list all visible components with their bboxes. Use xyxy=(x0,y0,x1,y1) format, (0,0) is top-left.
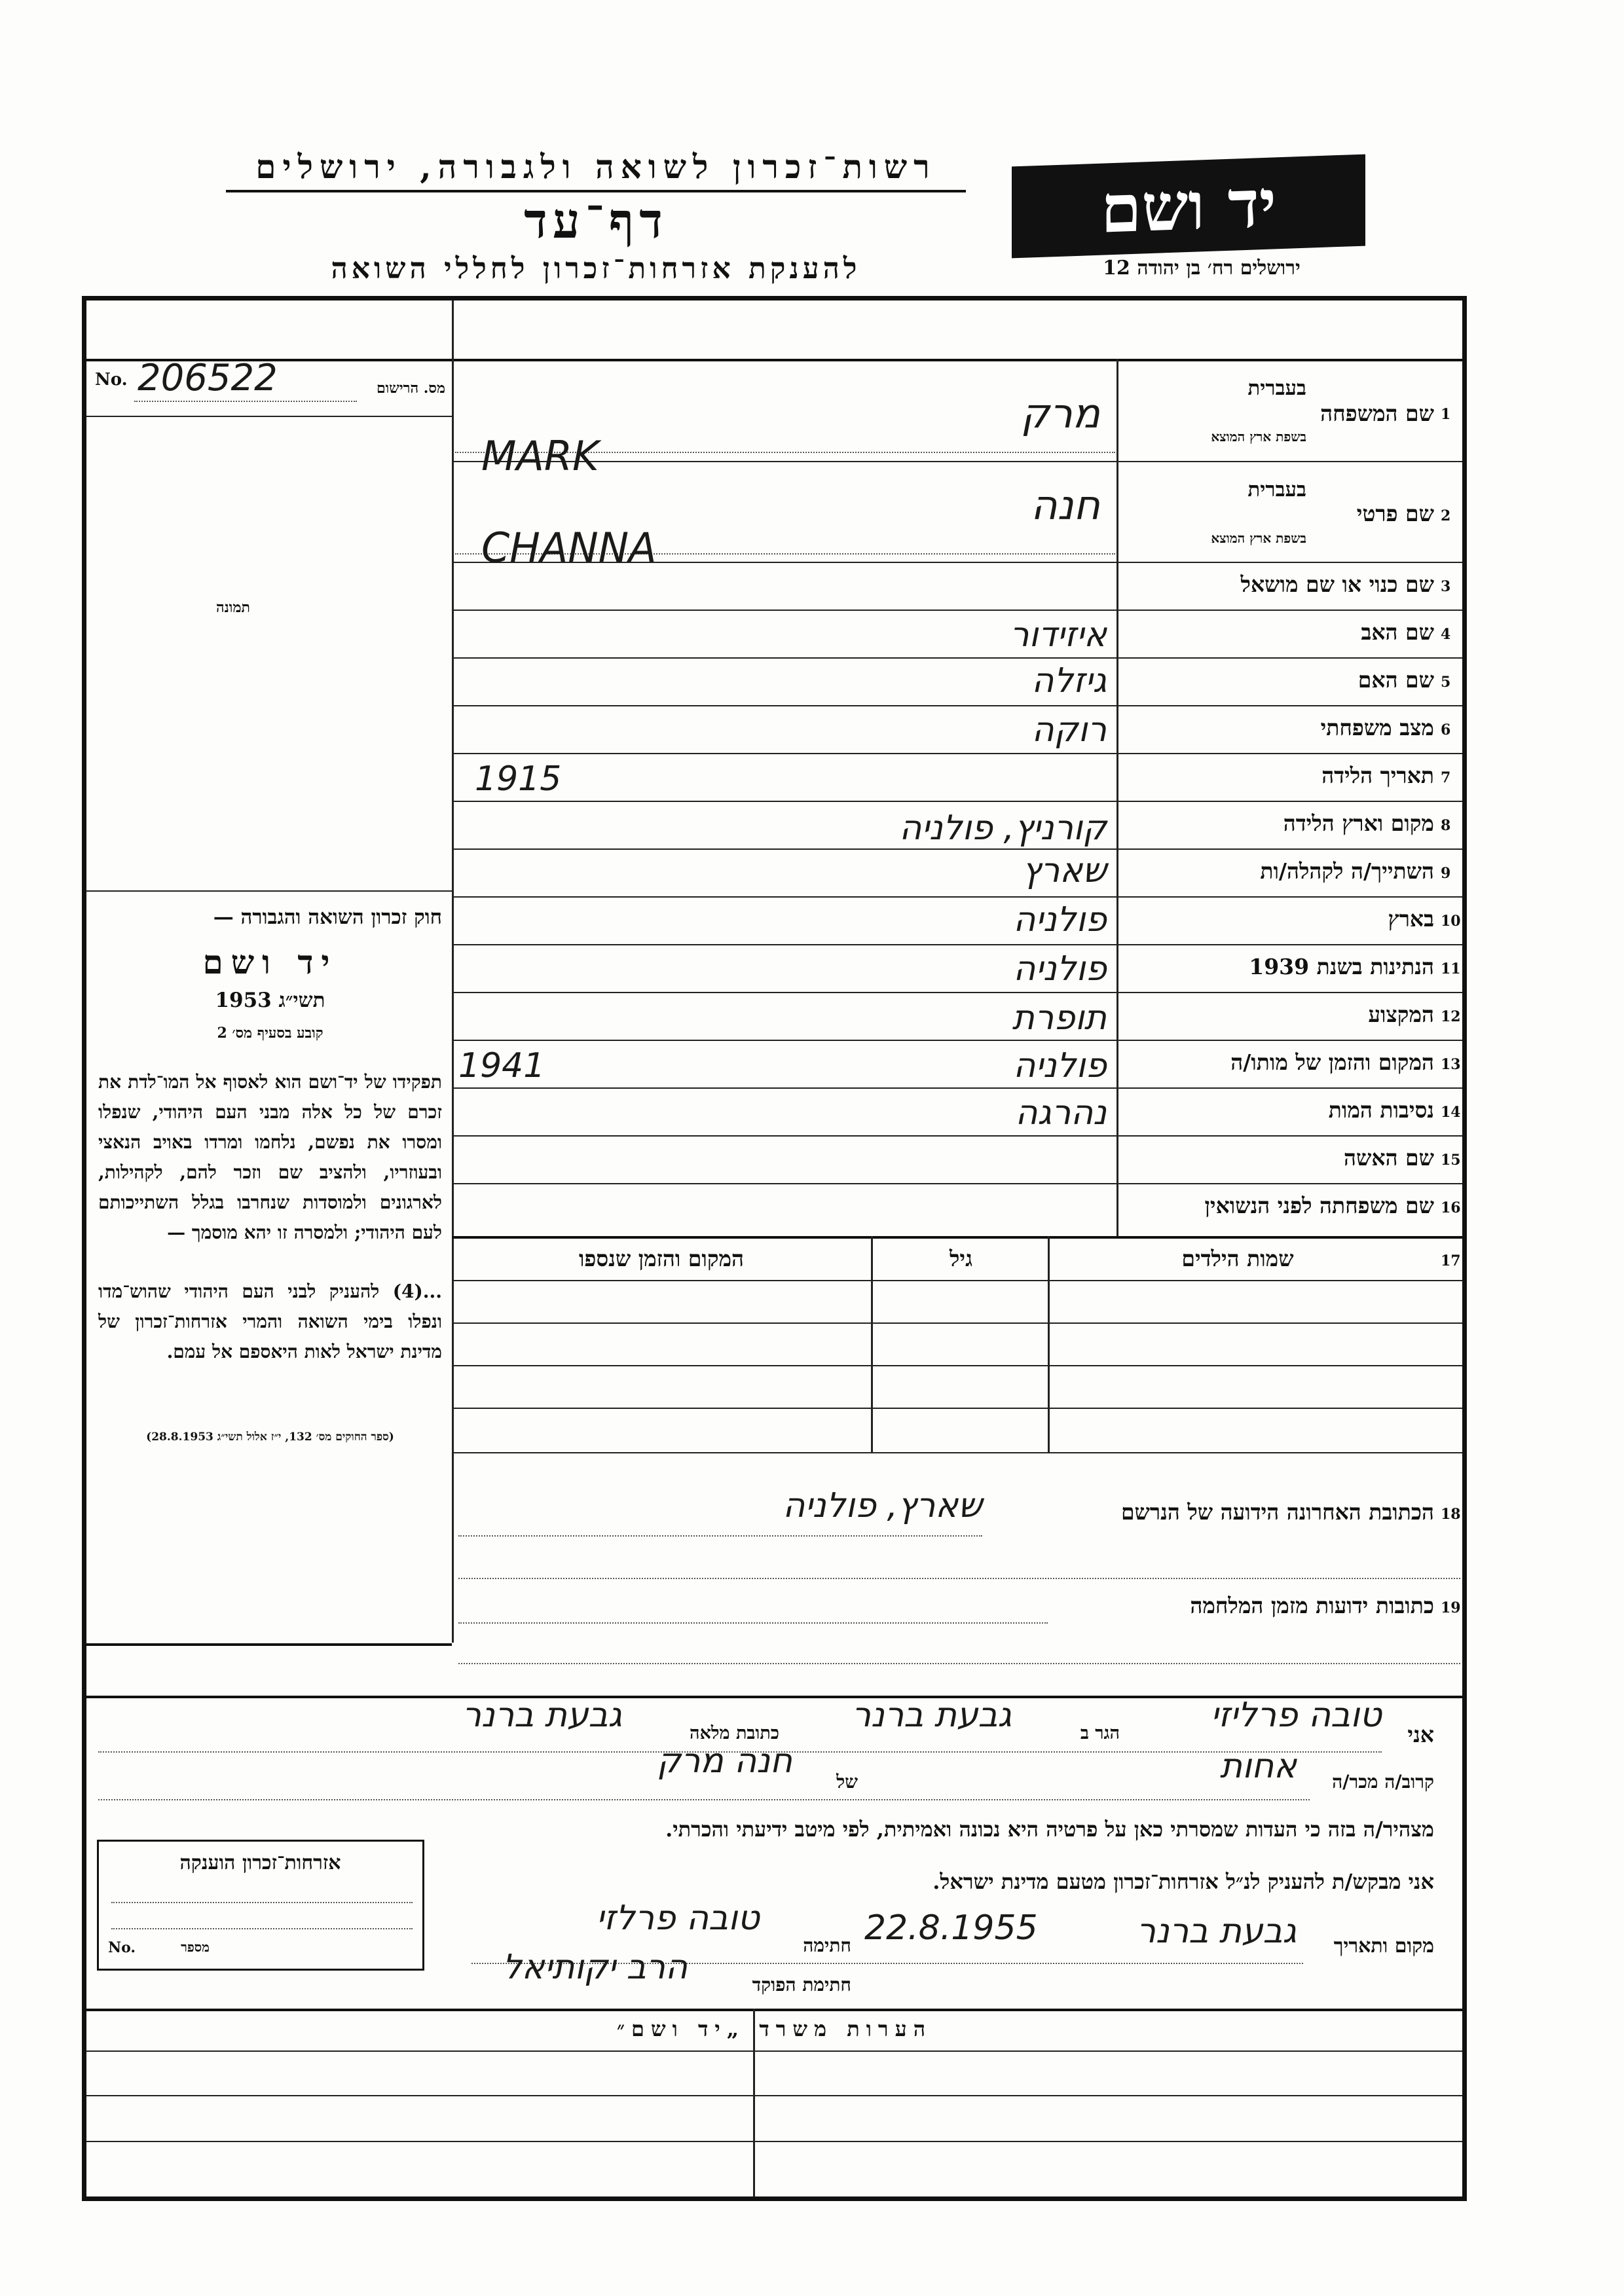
full-address-label: כתובת מלאה xyxy=(690,1723,779,1743)
children-col-divider-2 xyxy=(1048,1236,1050,1452)
office-notes-line-2 xyxy=(86,2095,1462,2096)
full-address-value: גבעת ברנר xyxy=(462,1696,622,1735)
children-number: 17 xyxy=(1441,1252,1461,1269)
field-1-hebrew-value: מרק xyxy=(1020,390,1100,437)
date-value: 22.8.1955 xyxy=(864,1908,1038,1948)
signature-value: טובה פרלזי xyxy=(596,1899,760,1938)
institution-address: ירושלים רח׳ בן יהודה 12 xyxy=(1103,257,1301,280)
field-4-label: שם האב xyxy=(1361,619,1434,645)
field-1-number: 1 xyxy=(1441,406,1451,423)
declarant-dotted-line-2 xyxy=(98,1799,1310,1800)
registration-no-label: No. xyxy=(95,370,128,390)
law-text-1: תפקידו של יד־ושם הוא לאסוף אל המו־לדת את זכרם של כל אלה מבני העם היהודי, שנפלו ומסרו את נפשם, נלחמו ומרדו באויב הנאצי ובעוזריו, ולהציב שם וזכר להם, לקהילות, לארגונים ולמוסדות שנחרבו בגלל השתייכותם לעם היהודי; ולמסרה זו יהא מוסמך — xyxy=(98,1071,442,1243)
label-column-divider xyxy=(1116,359,1118,1236)
field-5-number: 5 xyxy=(1441,674,1451,691)
field-14-value: נהרגה xyxy=(1015,1093,1107,1133)
field-11-number: 11 xyxy=(1441,960,1461,977)
field-16-label: שם משפחתה לפני הנשואין xyxy=(1204,1193,1434,1218)
officer-signature-label: חתימת הפוקד xyxy=(752,1974,851,1995)
war-addresses-line-2 xyxy=(458,1663,1460,1664)
field-8-label: מקום וארץ הלידה xyxy=(1283,811,1434,836)
field-12-line xyxy=(452,1040,1462,1041)
field-7-number: 7 xyxy=(1441,769,1451,786)
field-11-value: פולניה xyxy=(1013,949,1107,989)
form-subtitle: להענקת אזרחות־זכרון לחללי השואה xyxy=(331,252,861,285)
field-13-label: המקום והזמן של מותו/ה xyxy=(1230,1049,1434,1075)
office-notes-line-3 xyxy=(86,2141,1462,2142)
yad-vashem-logo: יד ושם xyxy=(1012,155,1365,259)
field-8-value: קורניץ, פולניה xyxy=(899,809,1107,848)
field-7-line xyxy=(452,801,1462,802)
citizenship-no-label: No. xyxy=(108,1939,136,1956)
field-15-number: 15 xyxy=(1441,1152,1461,1169)
field-6-value: רוקה xyxy=(1031,710,1107,750)
field-13-number: 13 xyxy=(1441,1056,1461,1073)
last-address-label: הכתובת האחרונה הידועה של הנרשם xyxy=(1120,1499,1434,1525)
field-14-label: נסיבות המות xyxy=(1328,1097,1434,1123)
last-address-line-1 xyxy=(458,1535,982,1537)
field-6-line xyxy=(452,753,1462,754)
field-10-line xyxy=(452,944,1462,945)
children-col-place: המקום והזמן שנספו xyxy=(578,1246,745,1271)
resides-value: גבעת ברנר xyxy=(851,1696,1012,1735)
declaration-statement-1: מצהיר/ה בזה כי העדות שמסרתי כאן על פרטיה היא נכונה ואמיתית, לפי מיטב ידיעתי והכרתי. xyxy=(665,1817,1434,1842)
field-6-number: 6 xyxy=(1441,721,1451,738)
field-8-line xyxy=(452,848,1462,850)
photo-placeholder: תמונה xyxy=(216,599,250,616)
field-4-number: 4 xyxy=(1441,626,1451,643)
declarant-i-label: אני xyxy=(1407,1722,1434,1747)
officer-signature-value: הרב יקותיאל xyxy=(502,1948,688,1987)
registration-underline xyxy=(86,416,452,417)
form-title: דף־עד xyxy=(524,193,668,249)
place-date-label: מקום ותאריך xyxy=(1333,1935,1434,1958)
law-name: יד ושם xyxy=(202,943,338,981)
field-11-line xyxy=(452,992,1462,993)
field-12-number: 12 xyxy=(1441,1008,1461,1025)
citizenship-box-line-1 xyxy=(111,1902,413,1903)
law-reference: קובע בסעיף מס׳ 2 xyxy=(217,1025,323,1042)
field-5-line xyxy=(452,705,1462,706)
field-3-label: שם כנוי או שם מושאל xyxy=(1240,572,1434,597)
war-addresses-number: 19 xyxy=(1441,1599,1461,1616)
registration-dotted-line xyxy=(134,401,357,402)
children-row-line-3 xyxy=(452,1408,1462,1409)
of-value: חנה מרק xyxy=(657,1741,792,1781)
registration-number: 206522 xyxy=(138,357,278,399)
header-underline xyxy=(226,190,966,192)
field-1-in-hebrew: בעברית xyxy=(1247,376,1306,400)
children-row-line-1 xyxy=(452,1322,1462,1324)
of-label: של xyxy=(836,1771,858,1793)
office-notes-line-1 xyxy=(86,2050,1462,2052)
children-header-line xyxy=(452,1280,1462,1281)
declaration-statement-2: אני מבקש/ת להעניק לנ״ל אזרחות־זכרון מטעם מדינת ישראל. xyxy=(932,1869,1434,1894)
field-13-value: פולניה xyxy=(1013,1046,1107,1085)
field-2-in-origin-lang: בשפת ארץ המוצא xyxy=(1211,530,1306,546)
field-12-value: תופרת xyxy=(1012,998,1107,1038)
field-9-number: 9 xyxy=(1441,865,1451,882)
field-10-number: 10 xyxy=(1441,913,1461,930)
field-2-in-hebrew: בעברית xyxy=(1247,478,1306,501)
law-year: תשי״ג 1953 xyxy=(215,989,325,1012)
sidebar-bottom-line xyxy=(86,1643,452,1646)
field-1-in-origin-lang: בשפת ארץ המוצא xyxy=(1211,429,1306,445)
field-15-label: שם האשה xyxy=(1344,1145,1434,1171)
children-col-divider-1 xyxy=(871,1236,873,1452)
field-4-value: איזידור xyxy=(1010,615,1107,655)
field-1-label: שם המשפחה xyxy=(1320,401,1434,426)
authority-title: רשות־זכרון לשואה ולגבורה, ירושלים xyxy=(255,147,936,186)
children-bottom-line xyxy=(452,1452,1462,1453)
photo-bottom-line xyxy=(86,890,452,892)
children-col-age: גיל xyxy=(950,1246,972,1271)
field-7-label: תאריך הלידה xyxy=(1321,763,1434,788)
field-16-number: 16 xyxy=(1441,1199,1461,1216)
law-footnote: (ספר החוקים מס׳ 132, י״ז אלול תשי״ג 28.8.1953) xyxy=(146,1430,394,1444)
last-address-number: 18 xyxy=(1441,1506,1461,1523)
field-14-number: 14 xyxy=(1441,1104,1461,1121)
field-13-year: 1941 xyxy=(458,1046,545,1085)
office-notes-top-line xyxy=(86,2009,1462,2011)
war-addresses-line-1 xyxy=(458,1622,1048,1624)
top-strip-line xyxy=(86,359,1462,361)
field-2-number: 2 xyxy=(1441,507,1451,524)
signature-label: חתימה xyxy=(803,1935,851,1956)
field-6-label: מצב משפחתי xyxy=(1320,715,1434,740)
relative-label: קרוב/ה מכר/ה xyxy=(1332,1771,1434,1793)
war-addresses-label: כתובות ידועות מזמן המלחמה xyxy=(1190,1593,1434,1618)
field-16-line xyxy=(452,1236,1462,1239)
citizenship-box-line-2 xyxy=(111,1928,413,1929)
field-2-hebrew-value: חנה xyxy=(1031,481,1100,529)
field-1-latin-value: MARK xyxy=(481,432,599,480)
children-row-line-2 xyxy=(452,1365,1462,1366)
field-15-line xyxy=(452,1183,1462,1184)
place-value: גבעת ברנר xyxy=(1136,1912,1297,1951)
left-column-divider xyxy=(452,301,454,1643)
field-9-label: השתייך/ה לקהלה/ות xyxy=(1260,858,1434,884)
field-5-value: גיזלה xyxy=(1031,661,1107,701)
field-1-bottom-line xyxy=(452,461,1462,462)
resides-label: הגר ב xyxy=(1080,1723,1120,1743)
field-4-line xyxy=(452,657,1462,659)
field-5-label: שם האם xyxy=(1357,667,1434,693)
field-3-number: 3 xyxy=(1441,578,1451,595)
field-12-label: המקצוע xyxy=(1368,1002,1434,1027)
citizenship-box-title: אזרחות־זכרון הוענקה xyxy=(179,1851,341,1874)
citizenship-number-label: מספר xyxy=(181,1939,210,1955)
office-notes-title: הערות משרד „יד ושם״ xyxy=(616,2016,932,2041)
relative-value: אחות xyxy=(1219,1747,1297,1786)
declarant-name: טובה פרליזי xyxy=(1210,1696,1382,1735)
field-9-value: שארץ xyxy=(1022,851,1107,890)
field-3-line xyxy=(452,610,1462,611)
field-2-label: שם פרטי xyxy=(1356,501,1434,526)
field-14-line xyxy=(452,1135,1462,1137)
law-title: חוק זכרון השואה והגבורה — xyxy=(213,905,442,929)
field-7-value: 1915 xyxy=(475,759,562,799)
field-11-label: הנתינות בשנת 1939 xyxy=(1249,954,1434,979)
field-10-label: בארץ xyxy=(1388,906,1434,932)
last-address-value: שארץ, פולניה xyxy=(783,1486,982,1525)
field-10-value: פולניה xyxy=(1013,900,1107,939)
field-2-latin-value: CHANNA xyxy=(481,524,657,572)
last-address-line-2 xyxy=(458,1578,1460,1579)
field-8-number: 8 xyxy=(1441,817,1451,834)
field-13-line xyxy=(452,1087,1462,1089)
children-col-names: שמות הילדים xyxy=(1181,1246,1294,1271)
law-text-2: ...(4) להעניק לבני העם היהודי שהוש־מדו ונפלו בימי השואה והמרי אזרחות־זכרון של מדינת ישראל לאות היאספם אל עמם. xyxy=(98,1281,442,1362)
field-9-line xyxy=(452,896,1462,898)
registration-label: מס. הרישום xyxy=(376,380,445,397)
office-notes-divider xyxy=(753,2009,755,2196)
